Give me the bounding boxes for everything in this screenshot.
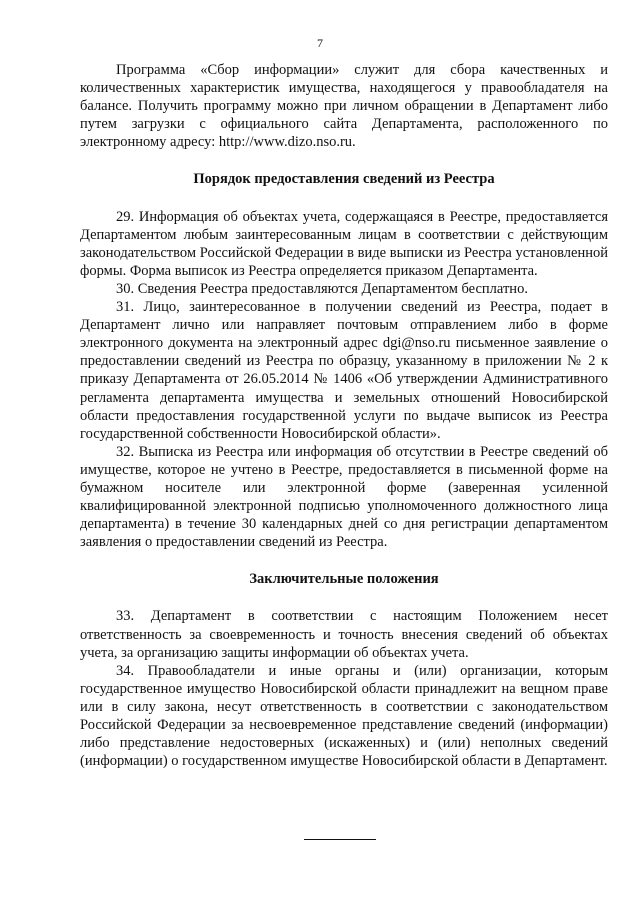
section-registry-info [80,208,608,552]
paragraph-30: 30. Сведения Реестра предоставляются Департаментом бесплатно. [116,280,528,297]
page-number: 7 [317,36,323,50]
paragraph-31: 31. Лицо, заинтересованное в получении сведений из Реестра, подает в Департамент лично или направляет почтовым отправлением либо в форме электронного документа на электронный адрес dgi@nso.ru письменное заявление о предоставлении сведений из Реестра по образцу, указанному в приложении № 2 к приказу Департамента от 26.05.2014 № 1406 «Об утверждении Административного регламента департамента имущества и земельных отношений Новосибирской области предоставления государственной услуги по выдаче выписок из Реестра государственной собственности Новосибирской области». [80,299,608,442]
paragraph-32: 32. Выписка из Реестра или информация об отсутствии в Реестре сведений об имуществе, которое не учтено в Реестре, предоставляется в письменной форме на бумажном носителе или электронной форме (заверенная усиленной квалифицированной электронной подписью уполномоченного должностного лица департамента) в течение 30 календарных дней со дня регистрации департаментом заявления о предоставлении сведений из Реестра. [80,443,608,551]
intro-paragraph: Программа «Сбор информации» служит для сбора качественных и количественных характеристик имущества, находящегося у правообладателя на балансе. Получить программу можно при личном обращении в Департамент либо путем загрузки с официального сайта Департамента, расположенного по электронному адресу: http://www.dizo.nso.ru. [80,62,608,151]
document-body [80,61,608,770]
end-of-document-rule [304,839,376,840]
section-heading-registry-info: Порядок предоставления сведений из Реестра [193,171,495,188]
section-heading-final-provisions: Заключительные положения [249,571,439,588]
paragraph-34: 34. Правообладатели и иные органы и (или) организации, которым государственное имущество Новосибирской области принадлежит на вещном праве или в силу закона, несут ответственность в соответствии с законодательством Российской Федерации за несвоевременное представление сведений (информации) либо представление недостоверных (искаженных) и (или) неполных сведений (информации) о государственном имуществе Новосибирской области в Департамент. [80,662,608,770]
paragraph-33: 33. Департамент в соответствии с настоящим Положением несет ответственность за своевременность и точность внесения сведений об объектах учета, за организацию защиты информации об объектах учета. [80,608,608,661]
section-final-provisions [80,607,608,770]
paragraph-29: 29. Информация об объектах учета, содержащаяся в Реестре, предоставляется Департаментом любым заинтересованным лицам в соответствии с действующим законодательством Российской Федерации в виде выписки из Реестра установленной формы. Форма выписок из Реестра определяется приказом Департамента. [80,208,608,279]
